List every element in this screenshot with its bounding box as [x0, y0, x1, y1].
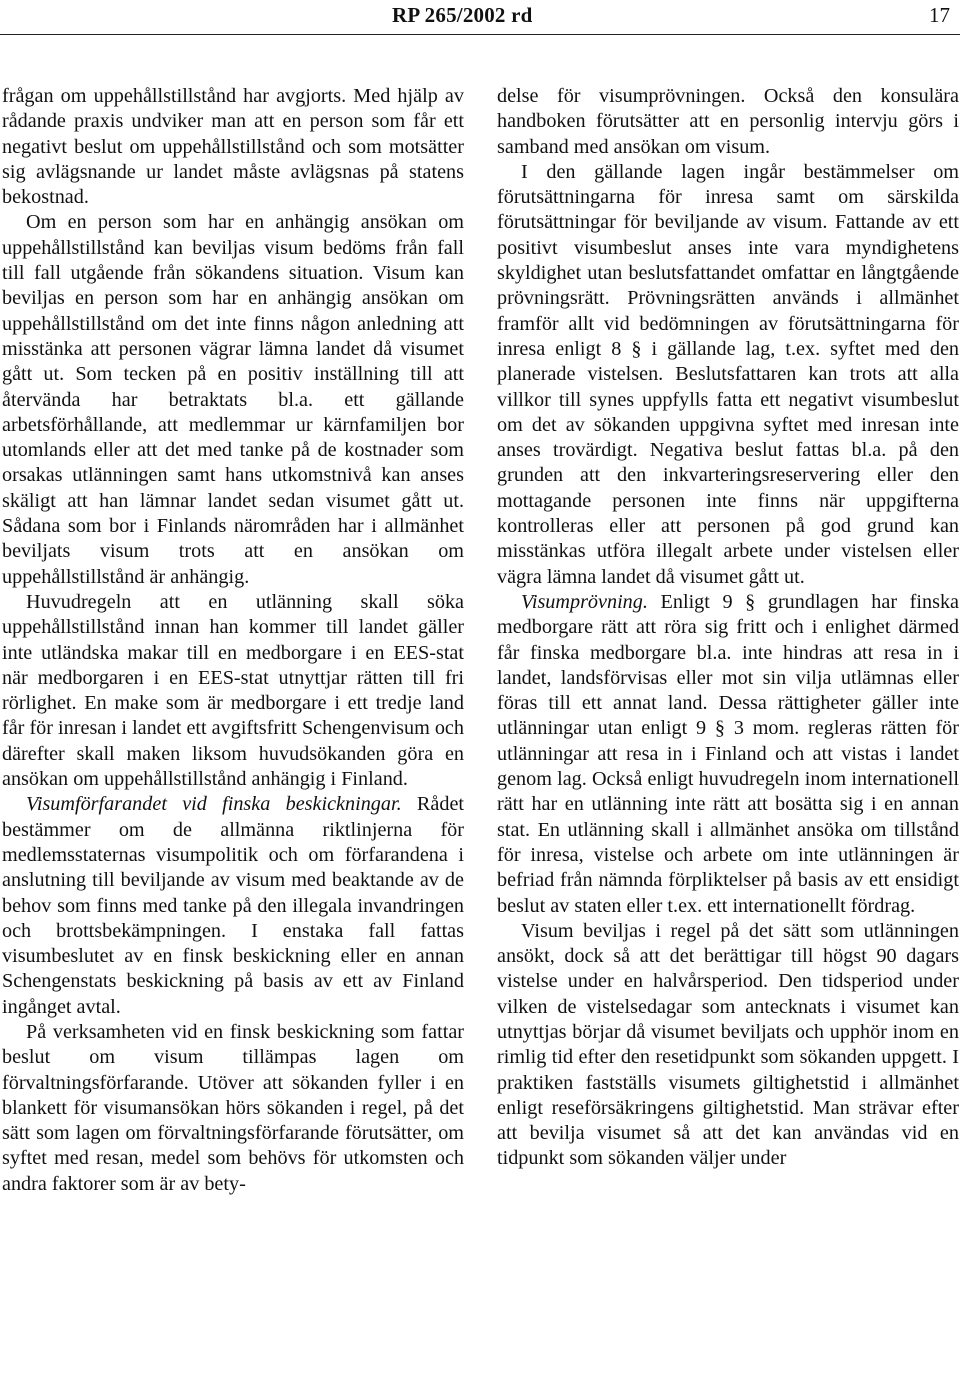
paragraph: På verksamheten vid en finsk beskickning som fattar beslut om visum tillämpas lagen om förvaltningsförfarande. Utöver att sökanden fyller i en blankett för visumansökan hörs sökanden i regel, på det sätt som lagen om förvaltningsförfarande förutsätter, om syftet med resan, medel som behövs för utkomsten och andra faktorer som är av bety- [2, 1020, 464, 1195]
left-column [2, 84, 464, 1197]
header-divider [0, 34, 960, 35]
page-header [0, 0, 960, 34]
paragraph: Om en person som har en anhängig ansökan om uppehållstillstånd kan beviljas visum bedöms från fall till fall utgående från sökandens situation. Visum kan beviljas en person som har en anhängig ansökan om uppehållstillstånd om det inte finns någon anledning att misstänka att personen vägrar lämna landet då visumet gått ut. Som tecken på en positiv inställning till att återvända har betraktats bl.a. ett gällande arbetsförhållande, att medlemmar ur kärnfamiljen bor utomlands eller att det med tanke på de kostnader som orsakas utlänningen samt hans utkomstnivå kan anses skäligt att han lämnar landet sedan visumet gått ut. Sådana som bor i Finlands närområden har i allmänhet beviljats visum trots att en ansökan om uppehållstillstånd är anhängig. [2, 211, 464, 588]
paragraph: delse för visumprövningen. Också den konsulära handboken förutsätter att en personlig intervju görs i samband med ansökan om visum. [497, 85, 959, 158]
paragraph: Visum beviljas i regel på det sätt som utlänningen ansökt, dock så att det berättigar till högst 90 dagars vistelse under en halvårsperiod. Den tidsperiod under vilken de vistelsedagar som antecknats i visumet kan utnyttjas börjar då visumet beviljats och upphör inom en rimlig tid efter den resetidpunkt som sökanden uppgett. I praktiken fastställs visumets giltighetstid i allmänhet enligt reseförsäkringens giltighetstid. Man strävar efter att bevilja visumet så att det kan användas vid en tidpunkt som sökanden väljer under [497, 919, 959, 1170]
paragraph [497, 590, 959, 919]
paragraph-text: Rådet bestämmer om de allmänna riktlinjerna för medlemsstaternas visumpolitik och om förfarandena i anslutning till beviljande av visum med beaktande av de behov som finns med tanke på den illegala invandringen och brottsbekämpningen. I enstaka fall fattas visumbeslutet av en finsk beskickning eller en annan Schengenstats beskickning på basis av ett av Finland ingånget avtal. [2, 793, 465, 1018]
paragraph: Huvudregeln att en utlänning skall söka uppehållstillstånd innan han kommer till landet gäller inte utländska makar till en medborgare i en EES-stat när medborgaren i en EES-stat utnyttjar rätten till fri rörlighet. En make som är medborgare i ett tredje land får för inresan i landet ett avgiftsfritt Schengenvisum och därefter skall maken liksom huvudsökanden göra en ansökan om uppehållstillstånd anhängig i Finland. [2, 590, 464, 791]
section-heading: Visumförfarandet vid finska beskickningar. [26, 793, 402, 816]
paragraph [2, 792, 464, 1020]
section-heading: Visumprövning. [521, 590, 648, 613]
paragraph: frågan om uppehållstillstånd har avgjorts. Med hjälp av rådande praxis undviker man att en person som får ett negativt beslut om uppehållstillstånd och som motsätter sig avlägsnande ur landet måste avlägsnas på statens bekostnad. [2, 85, 464, 209]
page-number: 17 [929, 3, 950, 27]
paragraph: I den gällande lagen ingår bestämmelser om förutsättningarna för inresa samt om särskilda förutsättningar för beviljande av visum. Fattande av ett positivt visumbeslut anses inte vara myndighetens skyldighet utan beslutsfattandet omfattar en långtgående prövningsrätt. Prövningsrätten används i allmänhet framför allt vid bedömningen av förutsättningarna för inresa enligt 8 § i gällande lag, t.ex. syftet med den planerade vistelsen. Beslutsfattaren kan trots att alla villkor till synes uppfylls fatta ett negativt visumbeslut om det av sökanden uppgivna syftet med inresan inte anses trovärdigt. Negativa beslut fattas bl.a. på den grunden att den inkvarteringsreservering eller den mottagande personen inte finns när uppgifterna kontrolleras eller att personen på god grund kan misstänkas utföra illegalt arbete under vistelsen eller vägra lämna landet då visumet gått ut. [497, 160, 959, 588]
right-column [497, 84, 959, 1172]
document-title: RP 265/2002 rd [392, 3, 533, 27]
paragraph-text: Enligt 9 § grundlagen har finska medborgare rätt att röra sig fritt och i enlighet därmed får finska medborgare bl.a. inte hindras att resa in i landet, landsförvisas eller mot sin vilja utlämnas eller föras till ett annat land. Dessa rättigheter gäller inte utlänningar utan enligt 9 § 3 mom. regleras rätten för utlänningar att resa in i Finland och att vistas i landet genom lag. Också enligt huvudregeln inom internationell rätt har en utlänning inte rätt att bosätta sig i en annan stat. En utlänning skall i allmänhet ansöka om tillstånd för inresa, vistelse och arbete om inte utlänningen är befriad från nämnda förpliktelser på basis av ett ensidigt beslut av staten eller t.ex. ett internationellt fördrag. [497, 590, 959, 917]
